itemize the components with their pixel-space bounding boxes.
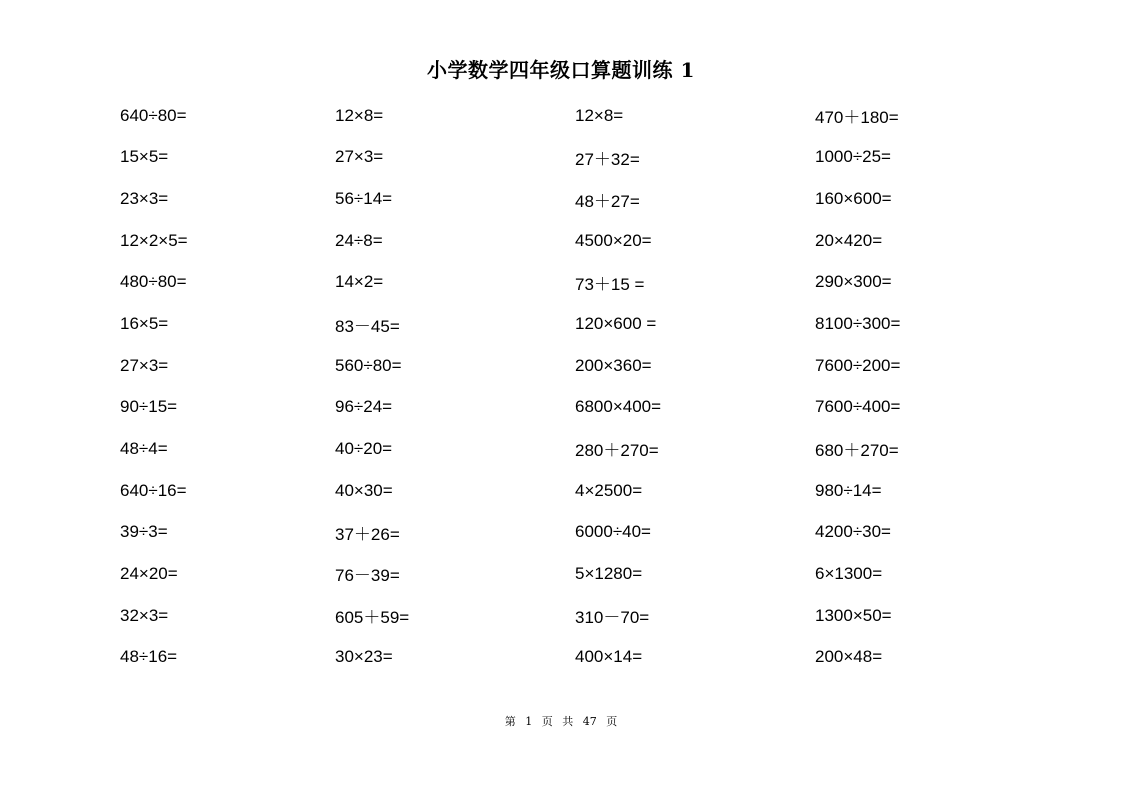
arithmetic-problem: 27＋32= — [575, 149, 640, 169]
arithmetic-problem: 30×23= — [335, 647, 393, 667]
arithmetic-problem: 12×8= — [575, 105, 624, 125]
arithmetic-problem: 12×8= — [335, 105, 384, 125]
arithmetic-problem: 27×3= — [120, 355, 169, 375]
arithmetic-problem: 20×420= — [815, 230, 883, 250]
arithmetic-problem: 4500×20= — [575, 230, 652, 250]
arithmetic-problem: 980÷14= — [815, 480, 882, 500]
footer-page-unit-end: 页 — [606, 715, 618, 728]
arithmetic-problem: 1000÷25= — [815, 147, 891, 167]
page-title: 小学数学四年级口算题训练 1 — [427, 58, 695, 82]
arithmetic-problem: 470＋180= — [815, 108, 899, 128]
arithmetic-problem: 90÷15= — [120, 397, 178, 417]
arithmetic-problem: 200×360= — [575, 355, 652, 375]
arithmetic-problem: 560÷80= — [335, 355, 402, 375]
arithmetic-problem: 23×3= — [120, 189, 169, 209]
arithmetic-problem: 56÷14= — [335, 189, 393, 209]
arithmetic-problem: 400×14= — [575, 647, 643, 667]
arithmetic-problem: 1300×50= — [815, 605, 892, 625]
arithmetic-problem: 160×600= — [815, 189, 892, 209]
arithmetic-problem: 12×2×5= — [120, 230, 188, 250]
problem-grid — [120, 95, 1060, 678]
arithmetic-problem: 5×1280= — [575, 563, 643, 583]
arithmetic-problem: 280＋270= — [575, 441, 659, 461]
arithmetic-problem: 640÷16= — [120, 480, 187, 500]
footer-page-unit: 页 — [541, 715, 553, 728]
arithmetic-problem: 6800×400= — [575, 397, 662, 417]
arithmetic-problem: 24×20= — [120, 563, 178, 583]
arithmetic-problem: 73＋15 = — [575, 274, 645, 294]
arithmetic-problem: 480÷80= — [120, 272, 187, 292]
footer-page-prefix: 第 — [504, 715, 516, 728]
arithmetic-problem: 27×3= — [335, 147, 384, 167]
arithmetic-problem: 37＋26= — [335, 524, 400, 544]
arithmetic-problem: 290×300= — [815, 272, 892, 292]
arithmetic-problem: 605＋59= — [335, 608, 410, 627]
arithmetic-problem: 32×3= — [120, 605, 169, 625]
arithmetic-problem: 14×2= — [335, 272, 384, 292]
arithmetic-problem: 8100÷300= — [815, 314, 901, 334]
arithmetic-problem: 39÷3= — [120, 522, 168, 542]
arithmetic-problem: 120×600 = — [575, 314, 657, 334]
arithmetic-problem: 40×30= — [335, 480, 393, 500]
arithmetic-problem: 310－70= — [575, 608, 650, 627]
arithmetic-problem: 4×2500= — [575, 480, 643, 500]
arithmetic-problem: 15×5= — [120, 147, 169, 167]
arithmetic-problem: 640÷80= — [120, 105, 187, 125]
arithmetic-problem: 76－39= — [335, 566, 400, 586]
arithmetic-problem: 4200÷30= — [815, 522, 891, 542]
arithmetic-problem: 40÷20= — [335, 438, 393, 458]
arithmetic-problem: 680＋270= — [815, 441, 899, 461]
arithmetic-problem: 48÷4= — [120, 438, 168, 458]
arithmetic-problem: 6000÷40= — [575, 522, 651, 542]
arithmetic-problem: 83－45= — [335, 316, 400, 336]
footer-total-label: 共 — [562, 715, 574, 728]
footer-total-pages: 47 — [582, 715, 597, 728]
arithmetic-problem: 16×5= — [120, 314, 169, 334]
arithmetic-problem: 48＋27= — [575, 191, 640, 211]
arithmetic-problem: 7600÷200= — [815, 355, 901, 375]
page-footer — [0, 712, 1122, 732]
arithmetic-problem: 200×48= — [815, 647, 883, 667]
arithmetic-problem: 7600÷400= — [815, 397, 901, 417]
arithmetic-problem: 24÷8= — [335, 230, 383, 250]
footer-current-page: 1 — [525, 715, 533, 728]
arithmetic-problem: 48÷16= — [120, 647, 178, 667]
arithmetic-problem: 6×1300= — [815, 563, 883, 583]
arithmetic-problem: 96÷24= — [335, 397, 393, 417]
